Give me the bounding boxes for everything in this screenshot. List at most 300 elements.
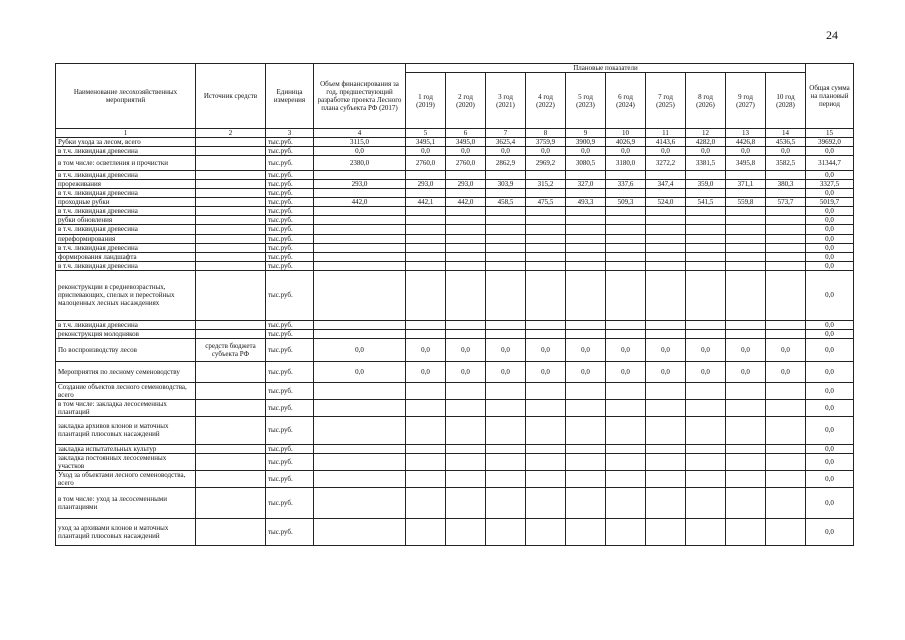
row-total: 5019,7 bbox=[806, 198, 854, 207]
row-year-value bbox=[486, 216, 526, 225]
row-unit: тыс.руб. bbox=[266, 243, 314, 252]
row-unit: тыс.руб. bbox=[266, 189, 314, 198]
row-source: средств бюджета субъекта РФ bbox=[196, 338, 266, 361]
row-funding: 0,0 bbox=[314, 361, 406, 382]
row-year-value bbox=[446, 225, 486, 234]
row-year-value bbox=[726, 171, 766, 180]
row-funding bbox=[314, 320, 406, 329]
row-year-value bbox=[766, 216, 806, 225]
row-year-value bbox=[486, 252, 526, 261]
row-year-value bbox=[646, 189, 686, 198]
row-year-value bbox=[686, 234, 726, 243]
row-year-value: 371,1 bbox=[726, 180, 766, 189]
header-planned: Плановые показатели bbox=[406, 64, 806, 73]
row-source bbox=[196, 243, 266, 252]
row-year-value bbox=[766, 519, 806, 546]
table-row bbox=[56, 320, 854, 329]
row-total: 31344,7 bbox=[806, 156, 854, 171]
row-year-value bbox=[566, 416, 606, 444]
table-row bbox=[56, 329, 854, 338]
row-year-value bbox=[526, 329, 566, 338]
header-name: Наименование лесохозяйственных мероприятий bbox=[56, 64, 196, 129]
row-name: закладка архивов клонов и маточных плантаций плюсовых насаждений bbox=[56, 416, 196, 444]
column-number: 13 bbox=[726, 129, 766, 138]
table-row bbox=[56, 261, 854, 270]
row-year-value bbox=[766, 329, 806, 338]
column-number: 10 bbox=[606, 129, 646, 138]
row-year-value bbox=[486, 207, 526, 216]
column-number: 8 bbox=[526, 129, 566, 138]
row-year-value: 0,0 bbox=[726, 361, 766, 382]
column-number: 7 bbox=[486, 129, 526, 138]
row-year-value bbox=[446, 207, 486, 216]
row-year-value bbox=[606, 234, 646, 243]
row-year-value: 4282,0 bbox=[686, 138, 726, 147]
row-year-value bbox=[646, 225, 686, 234]
row-total: 0,0 bbox=[806, 471, 854, 488]
row-source bbox=[196, 270, 266, 320]
column-number: 14 bbox=[766, 129, 806, 138]
row-year-value bbox=[526, 252, 566, 261]
row-year-value bbox=[686, 207, 726, 216]
row-year-value bbox=[646, 234, 686, 243]
row-year-value bbox=[726, 329, 766, 338]
row-year-value bbox=[766, 234, 806, 243]
row-year-value bbox=[566, 216, 606, 225]
row-year-value bbox=[526, 261, 566, 270]
row-total: 0,0 bbox=[806, 243, 854, 252]
row-funding bbox=[314, 216, 406, 225]
row-year-value bbox=[646, 171, 686, 180]
row-year-value bbox=[726, 243, 766, 252]
row-year-value: 493,3 bbox=[566, 198, 606, 207]
row-unit: тыс.руб. bbox=[266, 261, 314, 270]
row-funding: 0,0 bbox=[314, 338, 406, 361]
row-year-value bbox=[526, 454, 566, 471]
column-number: 2 bbox=[196, 129, 266, 138]
row-unit: тыс.руб. bbox=[266, 361, 314, 382]
row-source bbox=[196, 488, 266, 519]
row-year-value bbox=[686, 243, 726, 252]
row-year-value: 3625,4 bbox=[486, 138, 526, 147]
row-year-value bbox=[606, 243, 646, 252]
header-year: 1 год (2019) bbox=[406, 73, 446, 129]
row-year-value bbox=[446, 488, 486, 519]
row-year-value bbox=[606, 252, 646, 261]
row-year-value: 0,0 bbox=[646, 361, 686, 382]
row-funding bbox=[314, 416, 406, 444]
row-year-value: 4536,5 bbox=[766, 138, 806, 147]
row-year-value bbox=[606, 207, 646, 216]
row-year-value bbox=[686, 270, 726, 320]
header-year: 10 год (2028) bbox=[766, 73, 806, 129]
row-year-value: 0,0 bbox=[726, 147, 766, 156]
row-year-value bbox=[606, 454, 646, 471]
row-year-value: 0,0 bbox=[606, 361, 646, 382]
row-source bbox=[196, 180, 266, 189]
header-year: 3 год (2021) bbox=[486, 73, 526, 129]
row-year-value: 0,0 bbox=[526, 361, 566, 382]
row-year-value: 347,4 bbox=[646, 180, 686, 189]
row-year-value bbox=[726, 399, 766, 416]
row-funding bbox=[314, 171, 406, 180]
row-source bbox=[196, 454, 266, 471]
row-year-value: 293,0 bbox=[446, 180, 486, 189]
row-year-value bbox=[446, 382, 486, 399]
row-year-value bbox=[686, 252, 726, 261]
row-funding: 3115,0 bbox=[314, 138, 406, 147]
row-year-value: 0,0 bbox=[766, 361, 806, 382]
row-year-value: 303,9 bbox=[486, 180, 526, 189]
row-year-value bbox=[566, 454, 606, 471]
row-year-value bbox=[686, 261, 726, 270]
row-name: формирования ландшафта bbox=[56, 252, 196, 261]
row-year-value bbox=[566, 225, 606, 234]
row-unit: тыс.руб. bbox=[266, 147, 314, 156]
row-year-value bbox=[486, 261, 526, 270]
row-year-value bbox=[406, 171, 446, 180]
row-year-value bbox=[606, 416, 646, 444]
row-year-value bbox=[726, 234, 766, 243]
row-unit: тыс.руб. bbox=[266, 471, 314, 488]
row-total: 0,0 bbox=[806, 361, 854, 382]
row-year-value: 0,0 bbox=[566, 338, 606, 361]
row-year-value: 524,0 bbox=[646, 198, 686, 207]
row-year-value bbox=[446, 270, 486, 320]
row-year-value bbox=[406, 252, 446, 261]
row-year-value bbox=[526, 216, 566, 225]
table-row bbox=[56, 454, 854, 471]
row-year-value bbox=[726, 270, 766, 320]
row-source bbox=[196, 138, 266, 147]
row-year-value: 0,0 bbox=[486, 147, 526, 156]
row-name: прореживания bbox=[56, 180, 196, 189]
header-unit: Единица измерения bbox=[266, 64, 314, 129]
row-source bbox=[196, 198, 266, 207]
row-funding bbox=[314, 243, 406, 252]
row-year-value bbox=[726, 471, 766, 488]
table-row bbox=[56, 444, 854, 453]
row-year-value bbox=[526, 225, 566, 234]
row-year-value bbox=[446, 444, 486, 453]
row-name: переформирования bbox=[56, 234, 196, 243]
row-year-value bbox=[646, 216, 686, 225]
row-year-value bbox=[566, 189, 606, 198]
row-year-value: 2969,2 bbox=[526, 156, 566, 171]
row-year-value bbox=[526, 471, 566, 488]
row-year-value: 442,1 bbox=[406, 198, 446, 207]
row-year-value: 559,8 bbox=[726, 198, 766, 207]
row-year-value bbox=[646, 382, 686, 399]
row-year-value bbox=[486, 171, 526, 180]
row-name: уход за архивами клонов и маточных плантаций плюсовых насаждений bbox=[56, 519, 196, 546]
row-year-value bbox=[766, 444, 806, 453]
row-year-value bbox=[446, 252, 486, 261]
column-number: 5 bbox=[406, 129, 446, 138]
row-source bbox=[196, 399, 266, 416]
row-source bbox=[196, 252, 266, 261]
row-funding bbox=[314, 488, 406, 519]
row-source bbox=[196, 171, 266, 180]
row-year-value bbox=[686, 519, 726, 546]
row-name: Создание объектов лесного семеноводства, всего bbox=[56, 382, 196, 399]
row-year-value bbox=[606, 320, 646, 329]
row-year-value bbox=[606, 519, 646, 546]
forestry-plan-table bbox=[55, 63, 854, 546]
row-name: в т.ч. ликвидная древесина bbox=[56, 147, 196, 156]
header-year: 4 год (2022) bbox=[526, 73, 566, 129]
row-total: 0,0 bbox=[806, 261, 854, 270]
row-year-value: 3495,8 bbox=[726, 156, 766, 171]
row-year-value bbox=[406, 207, 446, 216]
row-year-value bbox=[686, 399, 726, 416]
row-unit: тыс.руб. bbox=[266, 329, 314, 338]
row-name: Мероприятия по лесному семеноводству bbox=[56, 361, 196, 382]
row-year-value bbox=[646, 252, 686, 261]
row-year-value bbox=[446, 243, 486, 252]
row-year-value: 0,0 bbox=[526, 338, 566, 361]
row-unit: тыс.руб. bbox=[266, 416, 314, 444]
row-year-value bbox=[686, 189, 726, 198]
page-number: 24 bbox=[826, 28, 838, 42]
row-year-value bbox=[766, 488, 806, 519]
row-year-value: 0,0 bbox=[526, 147, 566, 156]
row-name: закладка постоянных лесосеменных участков bbox=[56, 454, 196, 471]
table-row bbox=[56, 138, 854, 147]
row-unit: тыс.руб. bbox=[266, 454, 314, 471]
row-year-value bbox=[606, 225, 646, 234]
row-name: Рубки ухода за лесом, всего bbox=[56, 138, 196, 147]
row-name: в том числе: закладка лесосеменных плантаций bbox=[56, 399, 196, 416]
row-year-value bbox=[726, 261, 766, 270]
row-year-value bbox=[726, 225, 766, 234]
row-source bbox=[196, 320, 266, 329]
row-year-value: 2862,9 bbox=[486, 156, 526, 171]
row-year-value: 442,0 bbox=[446, 198, 486, 207]
row-year-value bbox=[406, 444, 446, 453]
row-total: 0,0 bbox=[806, 225, 854, 234]
row-year-value bbox=[566, 270, 606, 320]
row-year-value: 315,2 bbox=[526, 180, 566, 189]
row-year-value: 380,3 bbox=[766, 180, 806, 189]
row-year-value bbox=[686, 471, 726, 488]
row-name: Уход за объектами лесного семеноводства, всего bbox=[56, 471, 196, 488]
row-year-value bbox=[486, 329, 526, 338]
row-unit: тыс.руб. bbox=[266, 270, 314, 320]
column-number: 15 bbox=[806, 129, 854, 138]
row-year-value bbox=[406, 416, 446, 444]
row-year-value: 0,0 bbox=[566, 361, 606, 382]
row-year-value: 0,0 bbox=[646, 147, 686, 156]
row-year-value bbox=[606, 488, 646, 519]
row-year-value bbox=[486, 382, 526, 399]
row-total: 0,0 bbox=[806, 270, 854, 320]
row-unit: тыс.руб. bbox=[266, 338, 314, 361]
row-name: в т.ч. ликвидная древесина bbox=[56, 261, 196, 270]
row-year-value bbox=[486, 471, 526, 488]
row-year-value bbox=[446, 320, 486, 329]
row-year-value bbox=[406, 320, 446, 329]
row-year-value bbox=[526, 444, 566, 453]
row-year-value bbox=[766, 416, 806, 444]
table-row bbox=[56, 252, 854, 261]
header-year: 5 год (2023) bbox=[566, 73, 606, 129]
row-unit: тыс.руб. bbox=[266, 180, 314, 189]
column-number: 4 bbox=[314, 129, 406, 138]
row-year-value bbox=[646, 243, 686, 252]
row-source bbox=[196, 519, 266, 546]
header-total: Общая сумма на плановый период bbox=[806, 64, 854, 129]
row-year-value bbox=[446, 171, 486, 180]
row-source bbox=[196, 216, 266, 225]
row-year-value bbox=[766, 382, 806, 399]
row-funding: 293,0 bbox=[314, 180, 406, 189]
row-year-value: 0,0 bbox=[606, 338, 646, 361]
row-year-value: 3582,5 bbox=[766, 156, 806, 171]
row-year-value: 0,0 bbox=[606, 147, 646, 156]
row-funding: 0,0 bbox=[314, 147, 406, 156]
table-row bbox=[56, 171, 854, 180]
row-year-value: 0,0 bbox=[446, 361, 486, 382]
row-total: 0,0 bbox=[806, 444, 854, 453]
row-name: в том числе: уход за лесосеменными плантациями bbox=[56, 488, 196, 519]
row-year-value bbox=[726, 216, 766, 225]
row-year-value: 0,0 bbox=[766, 147, 806, 156]
row-unit: тыс.руб. bbox=[266, 252, 314, 261]
row-year-value: 0,0 bbox=[446, 147, 486, 156]
row-funding bbox=[314, 329, 406, 338]
row-year-value bbox=[766, 225, 806, 234]
table-row bbox=[56, 243, 854, 252]
row-year-value bbox=[606, 471, 646, 488]
row-year-value bbox=[446, 261, 486, 270]
row-year-value bbox=[566, 471, 606, 488]
row-year-value bbox=[486, 444, 526, 453]
row-year-value: 0,0 bbox=[486, 361, 526, 382]
row-total: 0,0 bbox=[806, 147, 854, 156]
row-name: закладка испытательных культур bbox=[56, 444, 196, 453]
row-year-value bbox=[726, 416, 766, 444]
row-year-value bbox=[486, 243, 526, 252]
row-year-value bbox=[606, 261, 646, 270]
row-year-value bbox=[766, 399, 806, 416]
row-year-value bbox=[566, 243, 606, 252]
row-total: 0,0 bbox=[806, 320, 854, 329]
row-year-value bbox=[446, 454, 486, 471]
row-year-value bbox=[646, 444, 686, 453]
row-unit: тыс.руб. bbox=[266, 198, 314, 207]
row-year-value bbox=[686, 320, 726, 329]
row-total: 0,0 bbox=[806, 252, 854, 261]
row-name: в т.ч. ликвидная древесина bbox=[56, 171, 196, 180]
row-year-value bbox=[486, 454, 526, 471]
row-funding bbox=[314, 189, 406, 198]
row-year-value bbox=[406, 216, 446, 225]
row-year-value bbox=[526, 243, 566, 252]
row-year-value bbox=[406, 225, 446, 234]
row-year-value bbox=[646, 270, 686, 320]
row-name: проходные рубки bbox=[56, 198, 196, 207]
row-year-value bbox=[646, 399, 686, 416]
row-source bbox=[196, 361, 266, 382]
row-year-value bbox=[726, 454, 766, 471]
row-year-value bbox=[726, 488, 766, 519]
table-row bbox=[56, 207, 854, 216]
row-year-value bbox=[406, 243, 446, 252]
row-name: рубки обновления bbox=[56, 216, 196, 225]
row-year-value bbox=[526, 189, 566, 198]
row-funding bbox=[314, 444, 406, 453]
row-year-value bbox=[686, 382, 726, 399]
row-year-value bbox=[726, 320, 766, 329]
row-unit: тыс.руб. bbox=[266, 216, 314, 225]
row-name: в т.ч. ликвидная древесина bbox=[56, 207, 196, 216]
row-source bbox=[196, 382, 266, 399]
row-year-value: 3900,9 bbox=[566, 138, 606, 147]
row-year-value: 0,0 bbox=[566, 147, 606, 156]
row-year-value: 4143,6 bbox=[646, 138, 686, 147]
row-total: 0,0 bbox=[806, 216, 854, 225]
row-funding bbox=[314, 519, 406, 546]
row-total: 0,0 bbox=[806, 338, 854, 361]
row-year-value bbox=[686, 488, 726, 519]
row-year-value bbox=[446, 329, 486, 338]
row-source bbox=[196, 234, 266, 243]
row-year-value bbox=[566, 444, 606, 453]
row-year-value bbox=[766, 471, 806, 488]
row-year-value bbox=[566, 252, 606, 261]
row-year-value: 509,3 bbox=[606, 198, 646, 207]
row-name: в т.ч. ликвидная древесина bbox=[56, 320, 196, 329]
row-year-value bbox=[766, 261, 806, 270]
header-year: 7 год (2025) bbox=[646, 73, 686, 129]
row-funding: 2380,0 bbox=[314, 156, 406, 171]
row-unit: тыс.руб. bbox=[266, 156, 314, 171]
column-number: 11 bbox=[646, 129, 686, 138]
row-year-value: 475,5 bbox=[526, 198, 566, 207]
row-year-value bbox=[566, 519, 606, 546]
row-year-value bbox=[446, 189, 486, 198]
row-year-value: 3495,0 bbox=[446, 138, 486, 147]
row-year-value bbox=[526, 320, 566, 329]
row-year-value bbox=[406, 454, 446, 471]
row-year-value bbox=[646, 320, 686, 329]
row-year-value bbox=[566, 399, 606, 416]
row-year-value: 3381,5 bbox=[686, 156, 726, 171]
row-unit: тыс.руб. bbox=[266, 320, 314, 329]
row-year-value bbox=[686, 171, 726, 180]
header-year: 9 год (2027) bbox=[726, 73, 766, 129]
row-year-value: 2760,0 bbox=[446, 156, 486, 171]
table-row bbox=[56, 156, 854, 171]
row-year-value: 0,0 bbox=[686, 361, 726, 382]
row-year-value: 0,0 bbox=[406, 338, 446, 361]
table-row bbox=[56, 180, 854, 189]
row-year-value bbox=[526, 416, 566, 444]
row-source bbox=[196, 147, 266, 156]
row-year-value bbox=[646, 329, 686, 338]
table-row bbox=[56, 198, 854, 207]
row-total: 0,0 bbox=[806, 519, 854, 546]
row-year-value bbox=[526, 382, 566, 399]
row-year-value bbox=[766, 252, 806, 261]
row-name: в т.ч. ликвидная древесина bbox=[56, 189, 196, 198]
header-funding: Объем финансирования за год, предшествующий разработке проекта Лесного плана субъекта РФ (2017) bbox=[314, 64, 406, 129]
row-year-value bbox=[726, 382, 766, 399]
row-total: 0,0 bbox=[806, 454, 854, 471]
row-year-value bbox=[566, 207, 606, 216]
table-row bbox=[56, 189, 854, 198]
